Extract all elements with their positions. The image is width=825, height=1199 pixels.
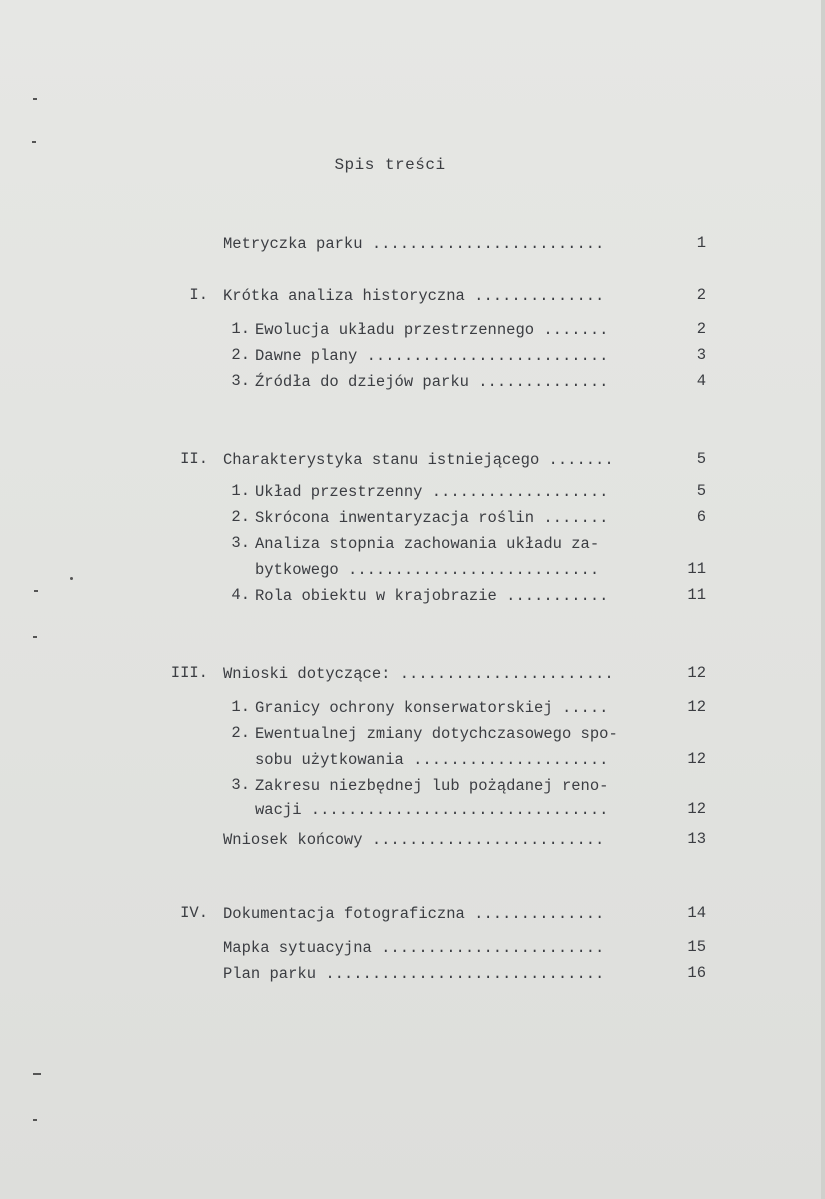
toc-page-number: 2 — [696, 286, 706, 304]
toc-entry-text: Wnioski dotyczące: ....................... — [223, 665, 614, 683]
margin-mark — [33, 98, 37, 100]
margin-mark — [34, 590, 38, 592]
toc-item-number: 2. — [231, 508, 250, 526]
margin-mark — [33, 1073, 41, 1075]
toc-page-number: 1 — [696, 234, 706, 252]
toc-page-number: 6 — [696, 508, 706, 526]
toc-entry-text: Metryczka parku ......................... — [223, 235, 605, 253]
toc-page-number: 3 — [696, 346, 706, 364]
toc-page-number: 5 — [696, 450, 706, 468]
toc-page-number: 5 — [696, 482, 706, 500]
toc-section-number: III. — [170, 664, 208, 682]
toc-page-number: 11 — [687, 586, 706, 604]
toc-section-number: I. — [189, 286, 208, 304]
toc-item-number: 2. — [231, 346, 250, 364]
toc-entry-text: Układ przestrzenny ................... — [255, 483, 609, 501]
toc-page-number: 4 — [696, 372, 706, 390]
toc-item-number: 3. — [231, 372, 250, 390]
toc-entry-text: sobu użytkowania ..................... — [255, 751, 609, 769]
margin-dot — [70, 577, 73, 580]
toc-entry-text: Skrócona inwentaryzacja roślin ....... — [255, 509, 609, 527]
toc-entry-text: Ewolucja układu przestrzennego ....... — [255, 321, 609, 339]
toc-entry-text: Krótka analiza historyczna .............. — [223, 287, 605, 305]
toc-entry-text: Granicy ochrony konserwatorskiej ..... — [255, 699, 609, 717]
toc-entry-text: Mapka sytuacyjna ........................ — [223, 939, 605, 957]
toc-page-number: 12 — [687, 750, 706, 768]
toc-entry-text: wacji ................................ — [255, 801, 609, 819]
toc-page-number: 14 — [687, 904, 706, 922]
toc-entry-text: Analiza stopnia zachowania układu za- — [255, 535, 600, 553]
margin-mark — [33, 1119, 37, 1121]
toc-item-number: 3. — [231, 776, 250, 794]
page-title: Spis treści — [334, 156, 446, 174]
toc-entry-text: Charakterystyka stanu istniejącego ....... — [223, 451, 614, 469]
toc-page-number: 12 — [687, 664, 706, 682]
toc-entry-text: bytkowego ........................... — [255, 561, 600, 579]
toc-page-number: 16 — [687, 964, 706, 982]
toc-item-number: 4. — [231, 586, 250, 604]
toc-item-number: 1. — [231, 320, 250, 338]
toc-section-number: II. — [180, 450, 208, 468]
toc-page-number: 2 — [696, 320, 706, 338]
toc-page-number: 15 — [687, 938, 706, 956]
toc-entry-text: Wniosek końcowy ......................... — [223, 831, 605, 849]
toc-page-number: 13 — [687, 830, 706, 848]
toc-page-number: 12 — [687, 800, 706, 818]
margin-mark — [32, 141, 36, 143]
toc-item-number: 3. — [231, 534, 250, 552]
toc-item-number: 2. — [231, 724, 250, 742]
toc-section-number: IV. — [180, 904, 208, 922]
toc-item-number: 1. — [231, 482, 250, 500]
toc-entry-text: Ewentualnej zmiany dotychczasowego spo- — [255, 725, 618, 743]
toc-entry-text: Rola obiektu w krajobrazie ........... — [255, 587, 609, 605]
toc-entry-text: Dawne plany .......................... — [255, 347, 609, 365]
toc-item-number: 1. — [231, 698, 250, 716]
toc-entry-text: Zakresu niezbędnej lub pożądanej reno- — [255, 777, 609, 795]
toc-entry-text: Plan parku .............................. — [223, 965, 605, 983]
margin-mark — [33, 636, 37, 638]
toc-entry-text: Źródła do dziejów parku .............. — [255, 373, 609, 391]
toc-page-number: 12 — [687, 698, 706, 716]
toc-entry-text: Dokumentacja fotograficzna .............. — [223, 905, 605, 923]
toc-page-number: 11 — [687, 560, 706, 578]
